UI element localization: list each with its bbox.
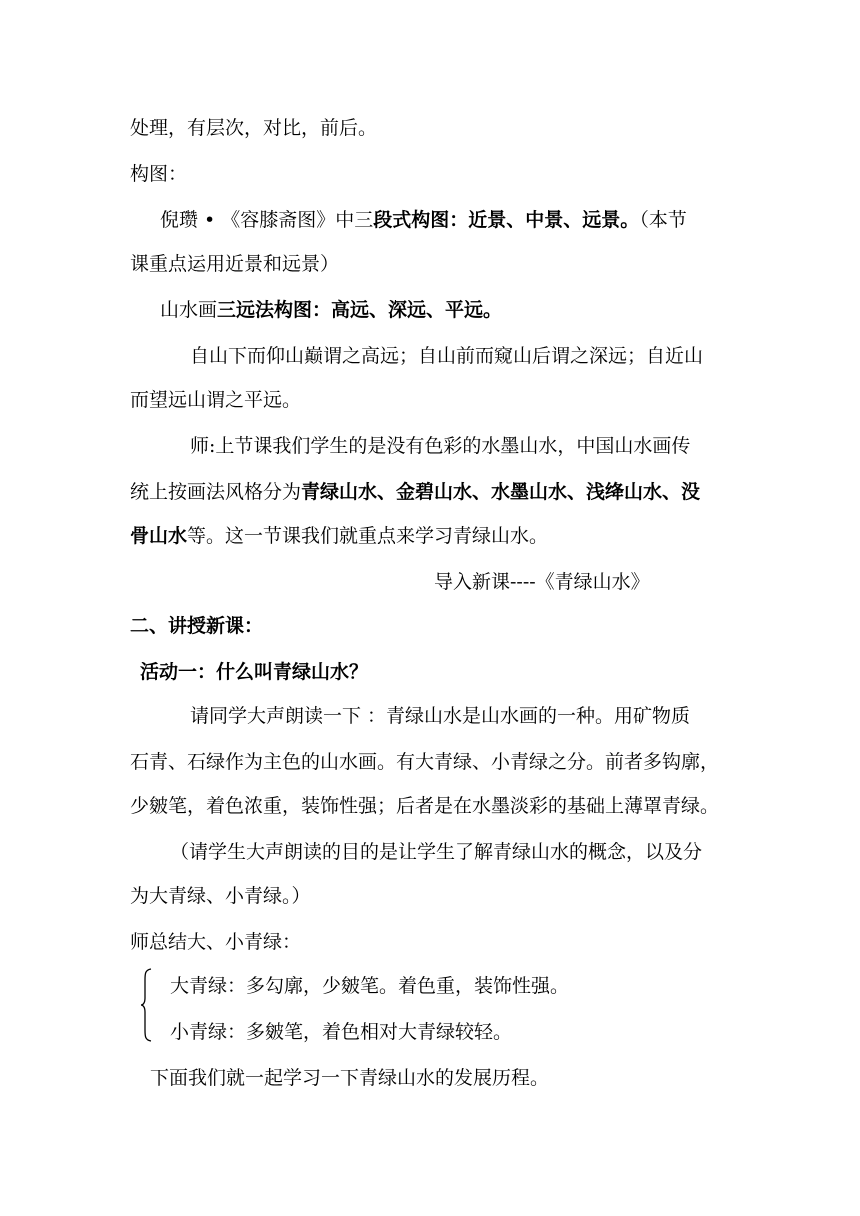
text-line: 课重点运用近景和远景） [130,253,340,275]
bold-text-run: 段式构图：近景、中景、远景。 [373,209,640,231]
text-line: 为大青绿、小青绿。） [130,885,311,907]
text-line: 导入新课----《青绿山水》 [434,571,650,593]
bold-text-run: 三远法构图：高远、深远、平远。 [217,299,503,321]
text-run: 统上按画法风格分为 [130,481,302,503]
text-run: 倪瓒 • 《容膝斋图》中三 [160,209,374,231]
text-line: 下面我们就一起学习一下青绿山水的发展历程。 [150,1067,550,1089]
text-line: 处理，有层次，对比，前后。 [130,117,378,139]
text-line: 石青、石绿作为主色的山水画。有大青绿、小青绿之分。前者多钩廓， [130,751,720,773]
text-line [160,208,687,232]
text-line: 师总结大、小青绿： [130,931,302,953]
curly-brace-icon [140,968,152,1042]
text-run: 山水画 [160,299,218,321]
text-run: 等。这一节课我们就重点来学习青绿山水。 [187,525,549,547]
text-line: 构图： [130,163,188,185]
bold-text-run: 骨山水 [130,525,188,547]
text-line: 师:上节课我们学生的是没有色彩的水墨山水，中国山水画传 [190,435,691,457]
text-line: 自山下而仰山巅谓之高远；自山前而窥山后谓之深远；自近山 [190,345,704,367]
text-line: 大青绿：多勾廓，少皴笔。着色重，装饰性强。 [170,975,570,997]
text-line: 少皴笔，着色浓重，装饰性强；后者是在水墨淡彩的基础上薄罩青绿。 [130,795,720,817]
text-line [130,480,700,504]
text-line: 小青绿：多皴笔，着色相对大青绿较轻。 [170,1021,513,1043]
text-run: （本节 [639,209,687,231]
section-heading: 二、讲授新课： [130,615,264,637]
text-line: 请同学大声朗读一下 ：青绿山水是山水画的一种。用矿物质 [190,705,691,727]
text-line [130,524,548,548]
bold-text-run: 青绿山水、金碧山水、水墨山水、浅绛山水、没 [301,481,701,503]
text-line [160,298,502,322]
activity-heading: 活动一：什么叫青绿山水？ [140,661,369,683]
text-line: （请学生大声朗读的目的是让学生了解青绿山水的概念，以及分 [170,841,703,863]
text-line: 而望远山谓之平远。 [130,389,302,411]
